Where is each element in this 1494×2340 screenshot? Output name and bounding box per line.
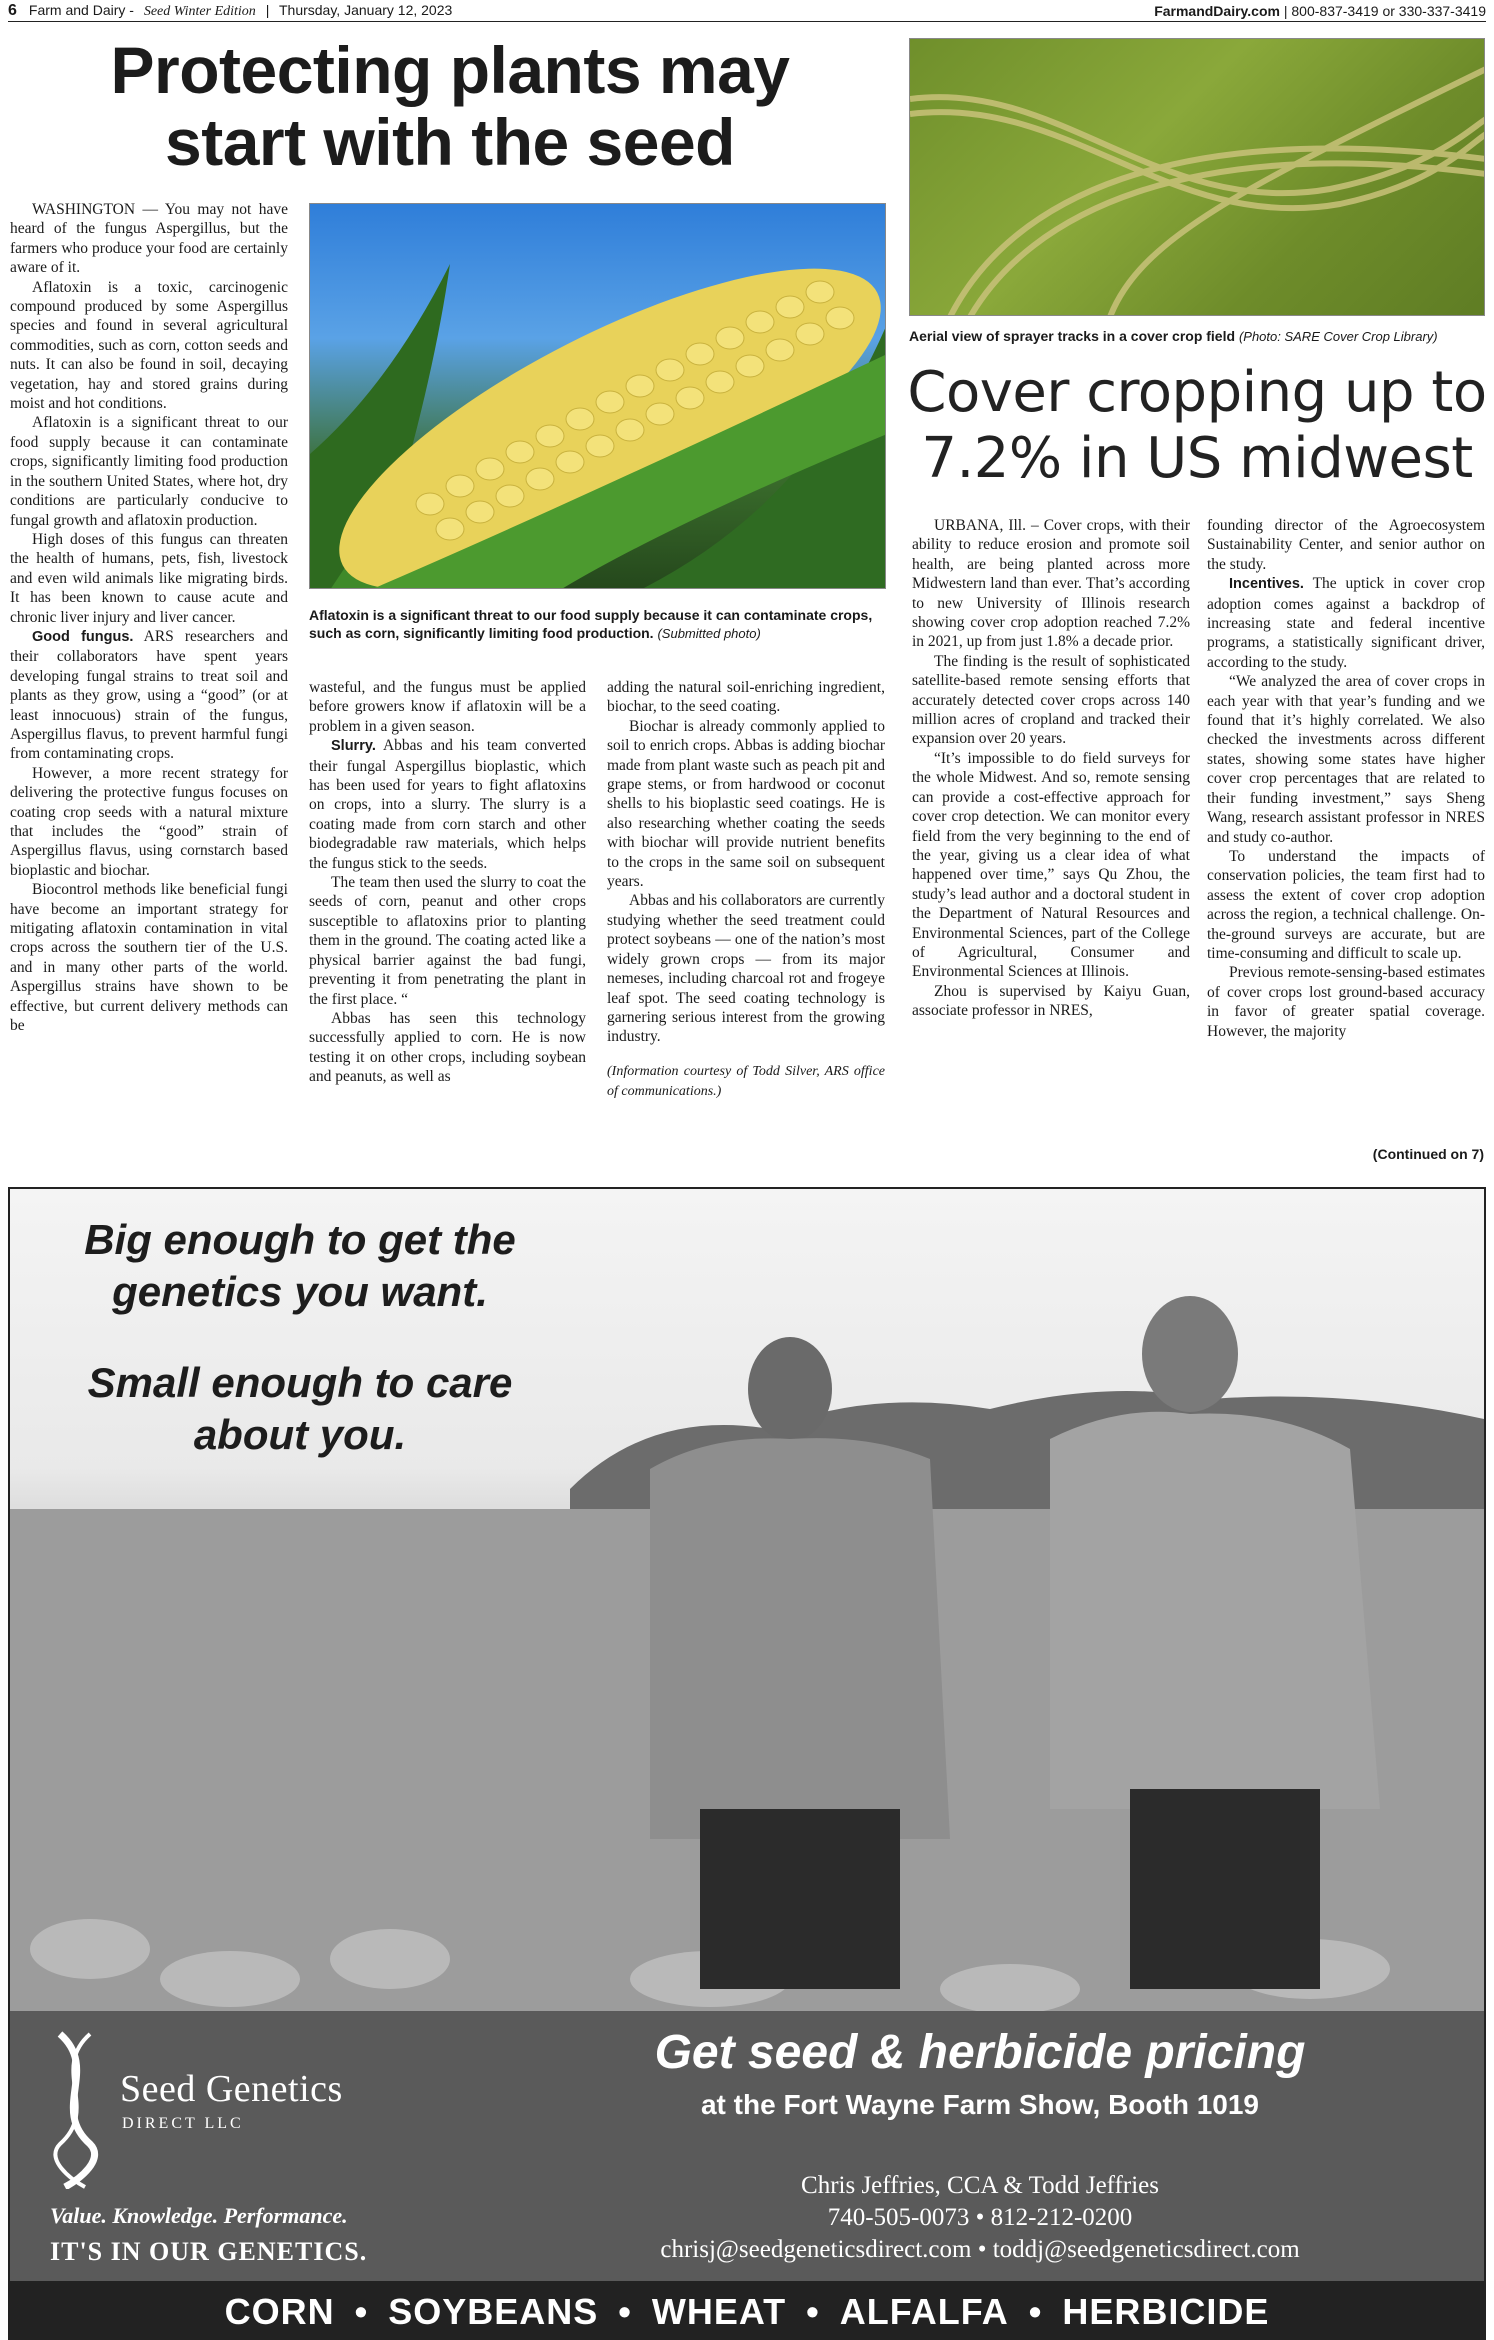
article-paragraph xyxy=(309,736,586,873)
contact-emails[interactable]: chrisj@seedgeneticsdirect.com • toddj@seedgeneticsdirect.com xyxy=(660,2236,1300,2263)
article-paragraph xyxy=(1207,516,1485,574)
headline-line: Protecting plants may xyxy=(110,33,790,107)
paragraph-text: To understand the impacts of conservation policies, the team first had to assess the extent of cover crop adoption across the region, a technical challenge. On-the-ground surveys are accurate, but are time-consuming and difficult to scale up. xyxy=(1207,847,1485,962)
paragraph-text: Aflatoxin is a significant threat to our food supply because it can contaminate crops, significantly limiting food production in the southern United States, where hot, dry conditions are particularly conducive to fungal growth and aflatoxin production. xyxy=(10,414,288,529)
paragraph-text: High doses of this fungus can threaten the health of humans, pets, fish, livestock and even wild animals like migrating birds. It has been known to cause acute and chronic liver injury and liver cancer. xyxy=(10,530,288,626)
article-paragraph xyxy=(10,200,288,278)
article-paragraph xyxy=(309,678,586,736)
article1-column-1 xyxy=(10,200,288,1035)
paragraph-text: “We analyzed the area of cover crops in each year with that year’s funding and we found that it’s highly correlated. We also checked the investments across different states, showing some states have higher cover crop percentages that are related to their funding investment,” says Sheng Wang, research assistant professor in NRES and study co-author. xyxy=(1207,673,1485,846)
section-lead: Good fungus. xyxy=(32,628,134,645)
promo-subtitle: at the Fort Wayne Farm Show, Booth 1019 xyxy=(700,2089,1259,2120)
paragraph-text: Abbas has seen this technology successfully applied to corn. He is now testing it on other crops, including soybean and peanuts, as well as xyxy=(309,1009,586,1086)
paragraph-text: URBANA, Ill. – Cover crops, with their ability to reduce erosion and promote soil health, are being planted across more Midwestern land than ever. That’s according to new University of Illinois research showing cover crop adoption reached 7.2% in 2021, up from just 1.8% a decade prior. xyxy=(912,517,1190,651)
paragraph-text: WASHINGTON — You may not have heard of the fungus Aspergillus, but the farmers who produce your food are certainly aware of it. xyxy=(10,201,288,277)
paragraph-text: Biocontrol methods like beneficial fungi have become an important strategy for mitigating aflatoxin contamination in vital crops across the southern tier of the U.S. and in many other parts of the world. Aspergillus strains have shown to be effective, but current delivery methods can be xyxy=(10,881,288,1035)
slogan-line: Big enough to get the xyxy=(84,1216,516,1263)
ad-tagline: Value. Knowledge. Performance. xyxy=(50,2203,348,2228)
product-item: ALFALFA xyxy=(839,2290,1009,2332)
article-paragraph xyxy=(912,749,1190,982)
article2-column-2 xyxy=(1207,516,1485,1041)
paragraph-text: Abbas and his team converted their fungal Aspergillus bioplastic, which has been used for years to fight aflatoxins on crops, into a slurry. The slurry is a coating made from corn starch and other biodegradable raw materials, which helps the fungus stick to the seeds. xyxy=(309,737,586,872)
edition-name: Seed Winter Edition xyxy=(143,3,256,19)
article1-headline xyxy=(30,34,870,178)
slogan-line: genetics you want. xyxy=(112,1268,488,1315)
paragraph-text: wasteful, and the fungus must be applied before growers know if aflatoxin will be a problem in a given season. xyxy=(309,679,586,735)
product-item: CORN xyxy=(224,2290,335,2332)
article-paragraph xyxy=(10,413,288,529)
info-credit-note xyxy=(607,1061,885,1102)
company-logo-name: Seed Genetics xyxy=(120,2068,343,2110)
article1-column-3 xyxy=(607,678,885,1102)
product-item: WHEAT xyxy=(651,2290,787,2332)
paragraph-text: “It’s impossible to do field surveys for the whole Midwest. And so, remote sensing can provide a cost-effective approach for cover crop detection. We can monitor every field from the very beginning to the end of the year, giving us a clear idea of what happened over time,” says Qu Zhou, the study’s lead author and a doctoral student in the Department of Natural Resources and Environmental Sciences, part of the College of Agricultural, Consumer and Environmental Sciences at Illinois. xyxy=(912,749,1190,981)
paragraph-text: Aflatoxin is a toxic, carcinogenic compound produced by some Aspergillus species and found in several agricultural commodities, such as corn, cotton seeds and nuts. It can also be found in soil, decaying vegetation, hay and stored grains during moist and hot conditions. xyxy=(10,278,288,413)
promo-title: Get seed & herbicide pricing xyxy=(654,2026,1306,2079)
paragraph-text: The uptick in cover crop adoption comes against a backdrop of increasing state and federal incentive programs, a statistically significant driver, according to the study. xyxy=(1207,575,1485,671)
ad-info-band xyxy=(10,2011,1484,2281)
photo-credit: (Submitted photo) xyxy=(657,626,761,641)
article-paragraph xyxy=(10,530,288,627)
article-paragraph xyxy=(1207,672,1485,847)
article2-headline xyxy=(900,360,1494,492)
seed-genetics-ad xyxy=(8,1187,1486,2340)
slogan-line: about you. xyxy=(193,1411,407,1458)
paragraph-text: Zhou is supervised by Kaiyu Guan, associate professor in NRES, xyxy=(912,982,1190,1020)
paragraph-text: The finding is the result of sophisticated satellite-based remote sensing efforts that accurately detected cover crops across 140 million acres of cropland and tracked their expansion over 20 years. xyxy=(912,652,1190,748)
section-lead: Slurry. xyxy=(331,738,376,755)
paragraph-text: adding the natural soil-enriching ingredient, biochar, to the seed coating. xyxy=(607,679,885,716)
article-paragraph xyxy=(10,764,288,880)
dna-helix-icon xyxy=(40,2029,110,2189)
article-paragraph xyxy=(912,652,1190,749)
headline-line: start with the seed xyxy=(165,105,735,179)
article-paragraph xyxy=(10,627,288,764)
slogan-line: Small enough to care xyxy=(87,1359,513,1406)
page-number: 6 xyxy=(8,1,17,19)
product-separator: • xyxy=(806,2290,820,2332)
continued-note[interactable]: (Continued on 7) xyxy=(1372,1146,1484,1162)
article-paragraph xyxy=(309,873,586,1009)
headline-line: 7.2% in US midwest xyxy=(921,426,1473,491)
header-divider: | xyxy=(265,1,270,18)
product-list-bar xyxy=(10,2281,1484,2340)
publication-name: Farm and Dairy - xyxy=(28,1,134,18)
article-paragraph xyxy=(607,891,885,1046)
article-paragraph xyxy=(912,516,1190,652)
product-item: HERBICIDE xyxy=(1062,2290,1270,2332)
article-paragraph xyxy=(912,982,1190,1021)
article-paragraph xyxy=(10,278,288,414)
ad-tagline-2: IT'S IN OUR GENETICS. xyxy=(50,2237,368,2266)
contact-names: Chris Jeffries, CCA & Todd Jeffries xyxy=(801,2172,1159,2199)
article-paragraph xyxy=(309,1009,586,1087)
caption-text: Aerial view of sprayer tracks in a cover crop field xyxy=(909,328,1236,344)
paragraph-text: However, a more recent strategy for delivering the protective fungus focuses on coating crop seeds with a natural mixture that includes the “good” strain of Aspergillus flavus, using cornstarch based bioplastic and biochar. xyxy=(10,764,288,879)
product-separator: • xyxy=(618,2290,632,2332)
article-paragraph xyxy=(1207,847,1485,963)
article-paragraph xyxy=(607,678,885,717)
photo-credit: (Photo: SARE Cover Crop Library) xyxy=(1238,329,1438,344)
ad-slogan-2 xyxy=(20,1357,580,1461)
article-paragraph xyxy=(607,717,885,892)
article-paragraph xyxy=(1207,963,1485,1041)
paragraph-text: Biochar is already commonly applied to soil to enrich crops. Abbas is adding biochar made from plant waste such as peach pit and grape stems, or from hardwood or coconut shells to his bioplastic seed coatings. He is also researching whether coating the seeds with biochar will provide nutrient benefits to the crops in the same soil on subsequent years. xyxy=(607,717,885,891)
paragraph-text: The team then used the slurry to coat the seeds of corn, peanut and other crops susceptible to aflatoxins prior to planting them in the ground. The coating acted like a physical barrier against the bad fungi, preventing it from penetrating the plant in the first place. “ xyxy=(309,874,586,1008)
article-paragraph xyxy=(1207,574,1485,672)
product-separator: • xyxy=(1028,2290,1043,2332)
paragraph-text: Previous remote-sensing-based estimates of cover crops lost ground-based accuracy in favor of greater spatial coverage. However, the majority xyxy=(1207,964,1485,1040)
page-header: 6 Farm and Dairy - Seed Winter Edition | Thursday, January 12, 2023 FarmandDairy.com | 800-837-3419 or 330-337-3419 xyxy=(8,0,1486,22)
aerial-photo-caption xyxy=(909,327,1487,346)
corn-photo-caption xyxy=(309,606,886,643)
paragraph-text: ARS researchers and their collaborators have spent years developing fungal strains to treat soil and plants as they grow, using a “good” (or at least innocuous) strain of the fungus, Aspergillus flavus, to prevent harmful fungi from contaminating crops. xyxy=(10,627,288,763)
credit-text: (Information courtesy of Todd Silver, ARS office of communications.) xyxy=(607,1063,885,1100)
contact-phones: 740-505-0073 • 812-212-0200 xyxy=(827,2204,1133,2231)
paragraph-text: founding director of the Agroecosystem Sustainability Center, and senior author on the study. xyxy=(1207,517,1485,573)
headline-line: Cover cropping up to xyxy=(907,360,1487,425)
ad-slogan-1 xyxy=(20,1214,580,1318)
caption-text: Aflatoxin is a significant threat to our food supply because it can contaminate crops, such as corn, significantly limiting food production. xyxy=(309,607,873,641)
paragraph-text: Abbas and his collaborators are currently studying whether the seed treatment could protect soybeans — one of the nation’s most widely grown crops — from its major nemeses, including charcoal rot and frogeye leaf spot. The seed coating technology is garnering serious interest from the growing industry. xyxy=(607,892,885,1046)
issue-date: Thursday, January 12, 2023 xyxy=(278,1,453,18)
phone-numbers: 800-837-3419 or 330-337-3419 xyxy=(1291,2,1486,19)
aerial-photo xyxy=(909,38,1485,316)
company-logo-sub: DIRECT LLC xyxy=(122,2115,244,2132)
article1-column-2 xyxy=(309,678,586,1087)
article2-column-1 xyxy=(912,516,1190,1021)
section-lead: Incentives. xyxy=(1229,576,1304,593)
site-link[interactable]: FarmandDairy.com xyxy=(1154,2,1280,19)
product-separator: • xyxy=(354,2290,369,2332)
product-item: SOYBEANS xyxy=(388,2290,599,2332)
article-paragraph xyxy=(10,880,288,1035)
corn-photo xyxy=(309,203,886,589)
ad-photo xyxy=(10,1189,1484,2011)
